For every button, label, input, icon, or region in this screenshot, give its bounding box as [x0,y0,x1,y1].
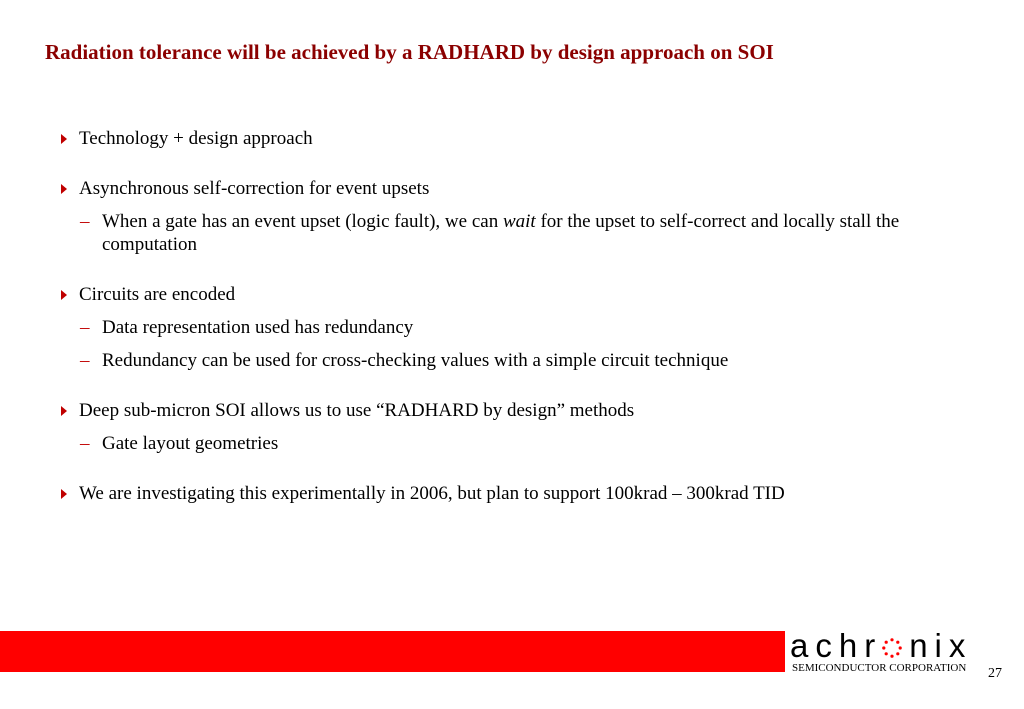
logo-wordmark [790,628,972,664]
bullet-item [60,177,980,256]
sub-bullet-text: Gate layout geometries [102,433,279,454]
triangle-right-icon [61,489,67,499]
sub-bullet-text: Data representation used has redundancy [102,317,414,338]
slide-title: Radiation tolerance will be achieved by a RADHARD by design approach on SOI [45,40,774,64]
sub-bullet-list [79,210,980,256]
triangle-right-icon [61,406,67,416]
page-number: 27 [988,666,1002,681]
bullet-text: Deep sub-micron SOI allows us to use “RADHARD by design” methods [79,400,635,421]
bullet-list [60,127,980,532]
logo-tagline: SEMICONDUCTOR CORPORATION [792,662,967,674]
bullet-text: Asynchronous self-correction for event upsets [79,178,430,199]
triangle-right-icon [61,184,67,194]
sub-bullet-text-end: for the upset to self-correct and locally stall the computation [102,211,900,255]
footer-bar [0,631,785,672]
dash-marker: – [80,433,90,454]
sunburst-icon [882,629,902,649]
bullet-item [60,127,980,150]
sub-bullet-item [79,349,980,372]
company-logo [790,628,982,676]
sub-bullet-item [79,210,980,256]
triangle-right-icon [61,134,67,144]
dash-marker: – [80,317,90,338]
bullet-item [60,482,980,505]
sub-bullet-text-start: When a gate has an event upset (logic fault), we can [102,211,503,232]
sub-bullet-emphasis: wait [502,211,536,232]
bullet-text: We are investigating this experimentally in 2006, but plan to support 100krad – 300krad TID [79,483,785,504]
sub-bullet-item [79,316,980,339]
bullet-item [60,283,980,372]
logo-letters-end: nix [909,627,973,664]
bullet-text: Technology + design approach [79,128,313,149]
dash-marker: – [80,211,90,232]
sub-bullet-list [79,432,980,455]
bullet-item [60,399,980,455]
sub-bullet-list [79,316,980,372]
logo-letters-start: achr [790,627,883,664]
sub-bullet-text: Redundancy can be used for cross-checking values with a simple circuit technique [102,350,729,371]
triangle-right-icon [61,290,67,300]
sub-bullet-item [79,432,980,455]
dash-marker: – [80,350,90,371]
bullet-text: Circuits are encoded [79,284,236,305]
